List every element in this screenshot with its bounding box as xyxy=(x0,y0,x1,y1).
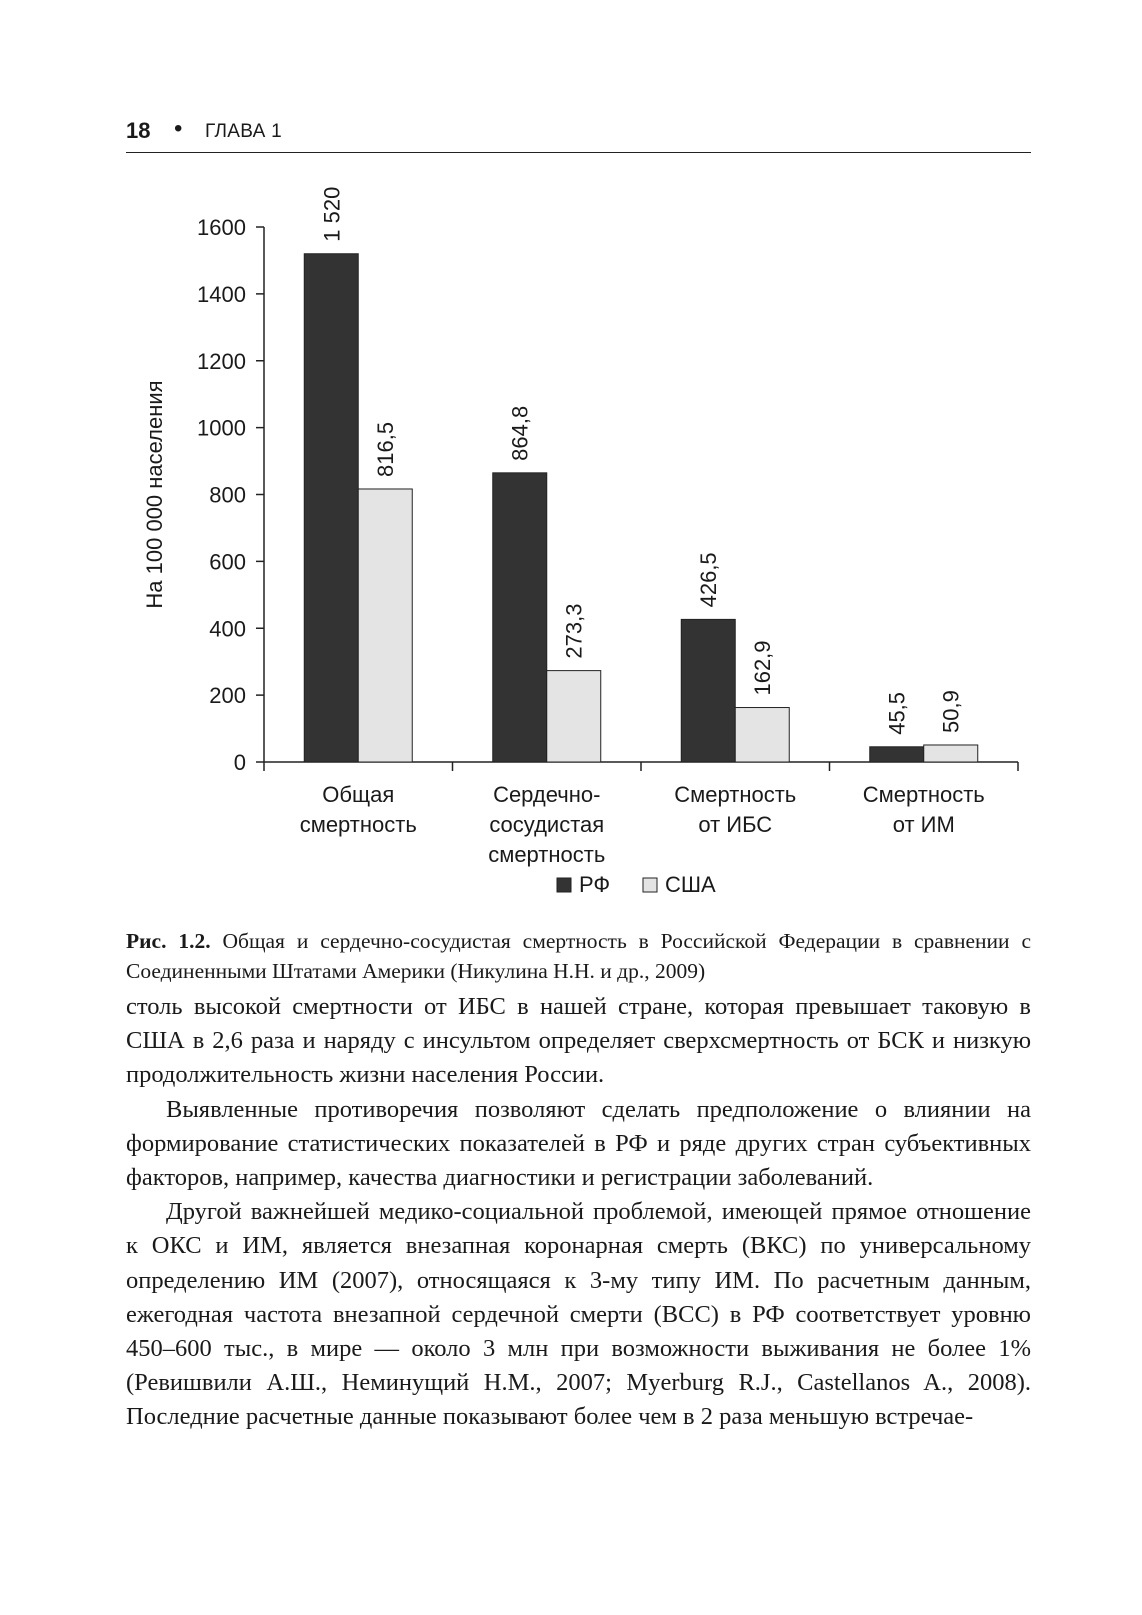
y-tick-label: 0 xyxy=(233,750,246,775)
data-label: 864,8 xyxy=(507,405,533,461)
bar-rf xyxy=(304,254,358,762)
y-tick-label: 200 xyxy=(209,683,246,709)
y-tick-label: 600 xyxy=(209,549,246,575)
chapter-title: ГЛАВА 1 xyxy=(205,121,283,142)
bar-usa xyxy=(924,745,978,762)
y-tick-label: 1400 xyxy=(197,281,246,307)
data-label: 426,5 xyxy=(696,552,722,608)
bar-usa xyxy=(358,489,412,762)
bars xyxy=(304,254,978,762)
y-tick-label: 1200 xyxy=(197,348,246,374)
category-label: смертность xyxy=(488,842,606,867)
data-labels xyxy=(319,187,964,735)
y-tick-label: 800 xyxy=(209,482,246,508)
category-label: от ИБС xyxy=(698,812,773,837)
y-axis xyxy=(142,215,264,775)
category-label: Общая xyxy=(322,782,395,807)
data-label: 50,9 xyxy=(938,690,964,733)
legend-swatch xyxy=(557,878,571,892)
bullet-separator: • xyxy=(174,115,183,142)
bar-rf xyxy=(870,747,924,762)
data-label: 162,9 xyxy=(750,640,776,696)
category-label: смертность xyxy=(299,812,417,837)
category-label: сосудистая xyxy=(489,812,605,837)
y-tick-label: 400 xyxy=(209,616,246,642)
x-axis xyxy=(264,762,1018,771)
paragraph: Другой важнейшей медико-социальной проблемой, имеющей прямое отношение к ОКС и ИМ, является внезапная коронарная смерть (ВКС) по универсальному определению ИМ (2007), относящаяся к 3-му типу ИМ. По расчетным данным, ежегодная частота внезапной сердечной смерти (ВСС) в РФ соответствует уровню 450–600 тыс., в мире — около 3 млн при возможности выживания не более 1% (Ревишвили А.Ш., Неминущий Н.М., 2007; Myerburg R.J., Castellanos A., 2008). Последние расчетные данные показывают более чем в 2 раза меньшую встречае- xyxy=(126,1198,1031,1431)
data-label: 273,3 xyxy=(561,603,587,659)
paragraph: Выявленные противоречия позволяют сделать предположение о влиянии на формирование статистических показателей в РФ и ряде других стран субъективных факторов, например, качества диагностики и регистрации заболеваний. xyxy=(126,1095,1031,1192)
legend xyxy=(557,872,716,897)
y-tick-label: 1600 xyxy=(197,215,246,240)
bar-usa xyxy=(735,708,789,762)
category-label: Сердечно- xyxy=(493,782,601,807)
y-tick-label: 1000 xyxy=(197,415,246,441)
y-axis-title: На 100 000 населения xyxy=(142,380,167,609)
legend-label: РФ xyxy=(579,872,611,897)
figure-caption xyxy=(126,926,1031,986)
legend-swatch xyxy=(643,878,657,892)
page-number: 18 xyxy=(126,118,151,143)
category-labels xyxy=(300,782,985,867)
data-label: 1 520 xyxy=(319,186,345,242)
figure-label: Рис. 1.2. xyxy=(126,929,211,953)
body-text xyxy=(126,990,1031,1435)
category-label: Смертность xyxy=(674,782,797,807)
paragraph: столь высокой смертности от ИБС в нашей стране, которая превышает таковую в США в 2,6 раза и наряду с инсультом определяет сверхсмертность от БСК и низкую продолжительность жизни населения России. xyxy=(126,993,1031,1089)
bar-rf xyxy=(493,473,547,762)
figure-caption-text: Общая и сердечно-сосудистая смертность в Российской Федерации в сравнении с Соединенными Штатами Америки (Никулина Н.Н. и др., 2009) xyxy=(126,929,1031,983)
data-label: 816,5 xyxy=(373,421,399,477)
category-label: Смертность xyxy=(862,782,985,807)
category-label: от ИМ xyxy=(892,812,955,837)
data-label: 45,5 xyxy=(884,691,910,735)
bar-rf xyxy=(681,619,735,762)
bar-usa xyxy=(547,671,601,762)
legend-label: США xyxy=(665,872,716,897)
